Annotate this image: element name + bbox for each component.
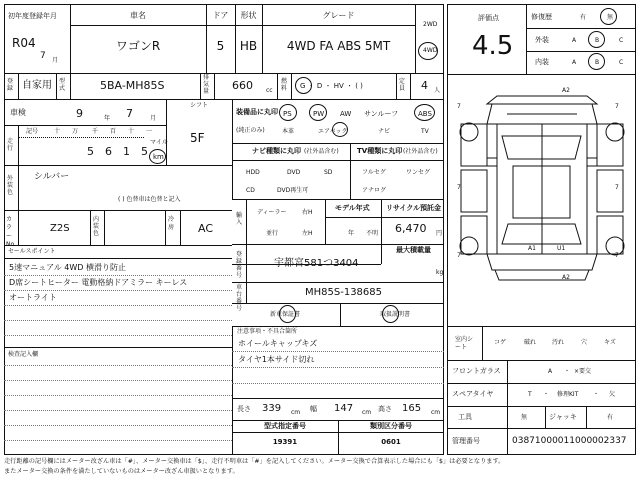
mileage-digit: 5 [87,145,94,158]
model-label: 型式 [59,78,66,93]
notes-label: 注意事項・不具合箇所 [237,328,298,335]
recycle-yen: 円 [436,230,443,237]
shift-label: シフト [190,102,209,109]
int-grade-a: A [572,59,577,66]
disp-label: 排気量 [203,74,210,95]
mileage-col-100: 百 [110,128,117,135]
interior-item: キズ [604,339,616,346]
navi-sd: SD [324,169,333,176]
footer-note-2: またメーター交換の条件を満たしていないものはメーター改ざん車扱いとなります。 [4,468,239,475]
height-label: 高さ [378,405,392,413]
diagram-bracket: 7 [615,184,619,191]
sales-point-line: 5速マニュアル 4WD 横滑り防止 [9,263,127,272]
navi-hdd: HDD [246,169,260,176]
tv-fullseg: フルセグ [362,169,386,176]
width-value: 147 [334,403,354,414]
car-damage-diagram [447,74,636,326]
diagram-mark: A2 [562,274,570,281]
score-value: 4.5 [472,31,514,61]
inspection-label: 車検 [10,108,26,117]
mileage-col-1k: 千 [92,128,99,135]
mile-label: マイル [150,139,168,146]
mgmt-value: 03871000011000002337 [512,436,627,446]
mileage-digit: 6 [105,145,112,158]
diagram-bracket: 7 [457,184,461,191]
equip-ps: PS [283,110,292,118]
interior-seat-label: 室内シート [455,336,474,351]
import-label: 輸入 [236,212,243,227]
sales-point-line: D席シートヒーター 電動格納ドアミラー キーレス [9,278,188,287]
capacity-value: 4 [421,79,428,92]
fuel-g-circle [295,77,312,94]
equip-ps-circle [279,104,297,121]
footer-note-1: 走行距離の記号欄にはメーター改ざん車は「#」、メーター交換車は「$」、走行不明車は「#」を記入してください。メーター交換で合算表示した場合にも「$」は必要となります。 [4,458,505,465]
new-car-warranty: 新車保証書 [270,311,301,318]
fourwd-circle [418,42,438,60]
car-name-label: 車名 [130,11,146,20]
equipment-sub: (純正のみ) [236,127,265,134]
int-grade-c: C [619,59,624,66]
shape-value: HB [239,39,258,53]
width-label: 幅 [310,405,317,413]
windshield-sep: ・ [564,368,571,375]
color-code-label: カラーNo. [6,216,16,249]
navi-dvd: DVD [287,169,301,176]
km-label: km [153,153,164,161]
mileage-digit: 5 [141,145,148,158]
category-label: 類別区分番号 [370,422,412,430]
tools-value: 無 [521,414,528,421]
width-unit: cm [362,409,372,416]
windshield-label: フロントガラス [452,367,501,375]
model-year-label: モデル年式 [335,204,370,212]
spare-label: スペアタイヤ [452,390,494,398]
diagram-bracket: 7 [457,252,461,259]
diagram-mark: A2 [562,87,570,94]
tv-type-sub: (社外品含む) [403,148,438,155]
model-value: 5BA-MH85S [100,79,165,92]
disp-value: 660 [232,79,253,92]
grade-label: グレード [322,11,355,20]
twowd-label: 2WD [423,21,438,28]
interior-color-label: 内装色 [93,216,100,238]
navi-cd: CD [246,187,255,194]
sales-point-line: オートライト [9,293,57,302]
month-unit: 月 [52,57,59,64]
import-parallel: 並行 [266,230,279,237]
tv-analog: アナログ [362,187,387,194]
mgmt-label: 管理番号 [452,437,480,445]
length-unit: cm [291,409,301,416]
usage-value: 自家用 [22,80,52,91]
max-load-label: 最大積載量 [396,246,431,254]
length-label: 長さ [237,405,251,413]
spare-missing: 欠 [609,391,616,398]
interior-item: コゲ [494,339,507,346]
equipment-label: 装備品に丸印 [236,108,278,116]
interior-item: 汚れ [552,339,565,346]
repair-yes: 有 [580,14,587,21]
reg-number-value: 宇都宮581つ3404 [274,258,359,269]
fuel-options: G ・ D ・ HV ・ ( ) [300,82,363,90]
ext-grade-b-circle [588,31,605,48]
first-reg-year: R04 [12,36,36,50]
reg-label: 登録 [7,78,14,93]
inspection-month-unit: 月 [150,115,157,122]
cc-unit: cc [266,87,273,94]
note-line: ホイールキャップキズ [238,339,318,348]
navi-type-sub: (社外品含む) [304,148,339,155]
recycle-label: リサイクル預託金 [386,204,442,212]
mileage-col-10: 十 [128,128,135,135]
diagram-mark: U1 [557,245,566,252]
repair-label: 修復歴 [531,13,552,21]
inspector-label: 検査記入欄 [8,351,39,358]
equip-aw: AW [340,110,352,118]
equip-pw-circle [309,104,327,121]
mileage-col-10k: 万 [72,128,79,135]
fourwd-label: 4WD [423,47,438,54]
chassis-label: 車台番号 [236,284,243,312]
manual-circle [382,305,399,323]
exterior-grade-label: 外装 [535,36,549,44]
equip-abs-circle [414,104,435,121]
fuel-label: 燃料 [281,78,288,93]
navi-type-label: ナビ種類に丸印 [252,147,301,155]
grade-value: 4WD FA ABS 5MT [286,39,391,53]
tv-type-label: TV種類に丸印 [357,147,403,155]
capacity-label: 定員 [399,78,406,93]
first-reg-label: 初年度登録年月 [8,12,57,20]
model-year-unknown: 不明 [366,230,379,237]
shift-value: 5F [190,131,205,145]
equip-sunroof: サンルーフ [364,110,399,118]
repair-no: 無 [607,14,614,21]
color-code-value: Z2S [50,223,70,234]
score-label: 評価点 [478,14,499,22]
int-grade-b-circle [588,53,605,70]
inspection-year: 9 [76,107,83,120]
navi-dvd-play: DVD再生可 [277,187,309,194]
manual-book: 取扱説明書 [380,311,411,318]
exterior-color-note: ( ) 色替車は色替と記入 [118,196,181,203]
max-load-unit: kg [436,269,444,276]
mileage-col-1: 一 [146,128,153,135]
interior-item: 穴 [581,339,588,346]
int-grade-b: B [595,59,600,66]
interior-item: 破れ [524,339,537,346]
mileage-digit: 1 [123,145,130,158]
height-unit: cm [431,409,441,416]
diagram-bracket: 7 [457,103,461,110]
diagram-bracket: 7 [615,252,619,259]
windshield-a: A [548,368,553,375]
ext-grade-b: B [595,37,600,44]
ext-grade-c: C [619,37,624,44]
type-cert-label: 型式指定番号 [264,422,306,430]
import-left: 左H [302,230,313,237]
sales-points-label: セールスポイント [8,248,56,255]
exterior-color-label: 外装色 [7,175,14,197]
jack-label: ジャッキ [549,413,577,421]
km-circle [149,149,166,164]
equip-airbag-circle [332,122,348,137]
spare-t: T [528,391,532,398]
door-label: ドア [212,11,229,20]
equip-airbag: エアバック [318,128,348,135]
first-reg-month: 7 [40,51,46,61]
equip-tv: TV [421,128,429,135]
mileage-label: 走行 [7,138,14,153]
type-cert-value: 19391 [272,438,298,446]
repair-no-circle [600,8,617,25]
tools-label: 工具 [458,413,472,421]
chassis-value: MH85S-138685 [305,287,383,298]
equip-pw: PW [313,110,325,118]
shape-label: 形状 [240,11,257,20]
model-year-unit: 年 [348,230,355,237]
spare-sep: ・ [593,391,600,398]
height-value: 165 [402,403,422,414]
diagram-mark: A1 [528,245,536,252]
spare-kit: 修理KIT [557,391,579,398]
mileage-col-100k: 十 [54,128,61,135]
equip-abs: ABS [418,110,432,118]
mileage-col-sign: 記号 [26,128,39,135]
length-value: 339 [262,403,282,414]
import-right: 右H [302,209,313,216]
ext-grade-a: A [572,37,577,44]
tv-oneseg: ワンセグ [406,169,431,176]
car-name: ワゴンR [115,39,161,53]
ac-value: AC [198,222,214,235]
interior-grade-label: 内装 [535,58,549,66]
capacity-unit: 人 [434,87,441,94]
import-dealer: ディーラー [257,209,287,216]
reg-number-label: 登録番号 [236,251,243,279]
inspection-year-unit: 年 [104,115,111,122]
spare-sep: ・ [543,391,550,398]
windshield-replace: ×要交 [574,368,592,375]
exterior-color-value: シルバー [34,172,70,182]
jack-value: 有 [607,414,614,421]
inspection-month: 7 [126,107,133,120]
ac-label: 冷房 [168,216,175,231]
category-value: 0601 [381,438,401,446]
door-value: 5 [216,39,225,53]
note-line: タイヤ1本サイド切れ [238,355,315,364]
equip-leather: 本革 [282,128,295,135]
diagram-bracket: 7 [615,103,619,110]
equip-navi: ナビ [378,128,391,135]
warranty-circle [279,305,296,323]
recycle-value: 6,470 [395,222,427,235]
